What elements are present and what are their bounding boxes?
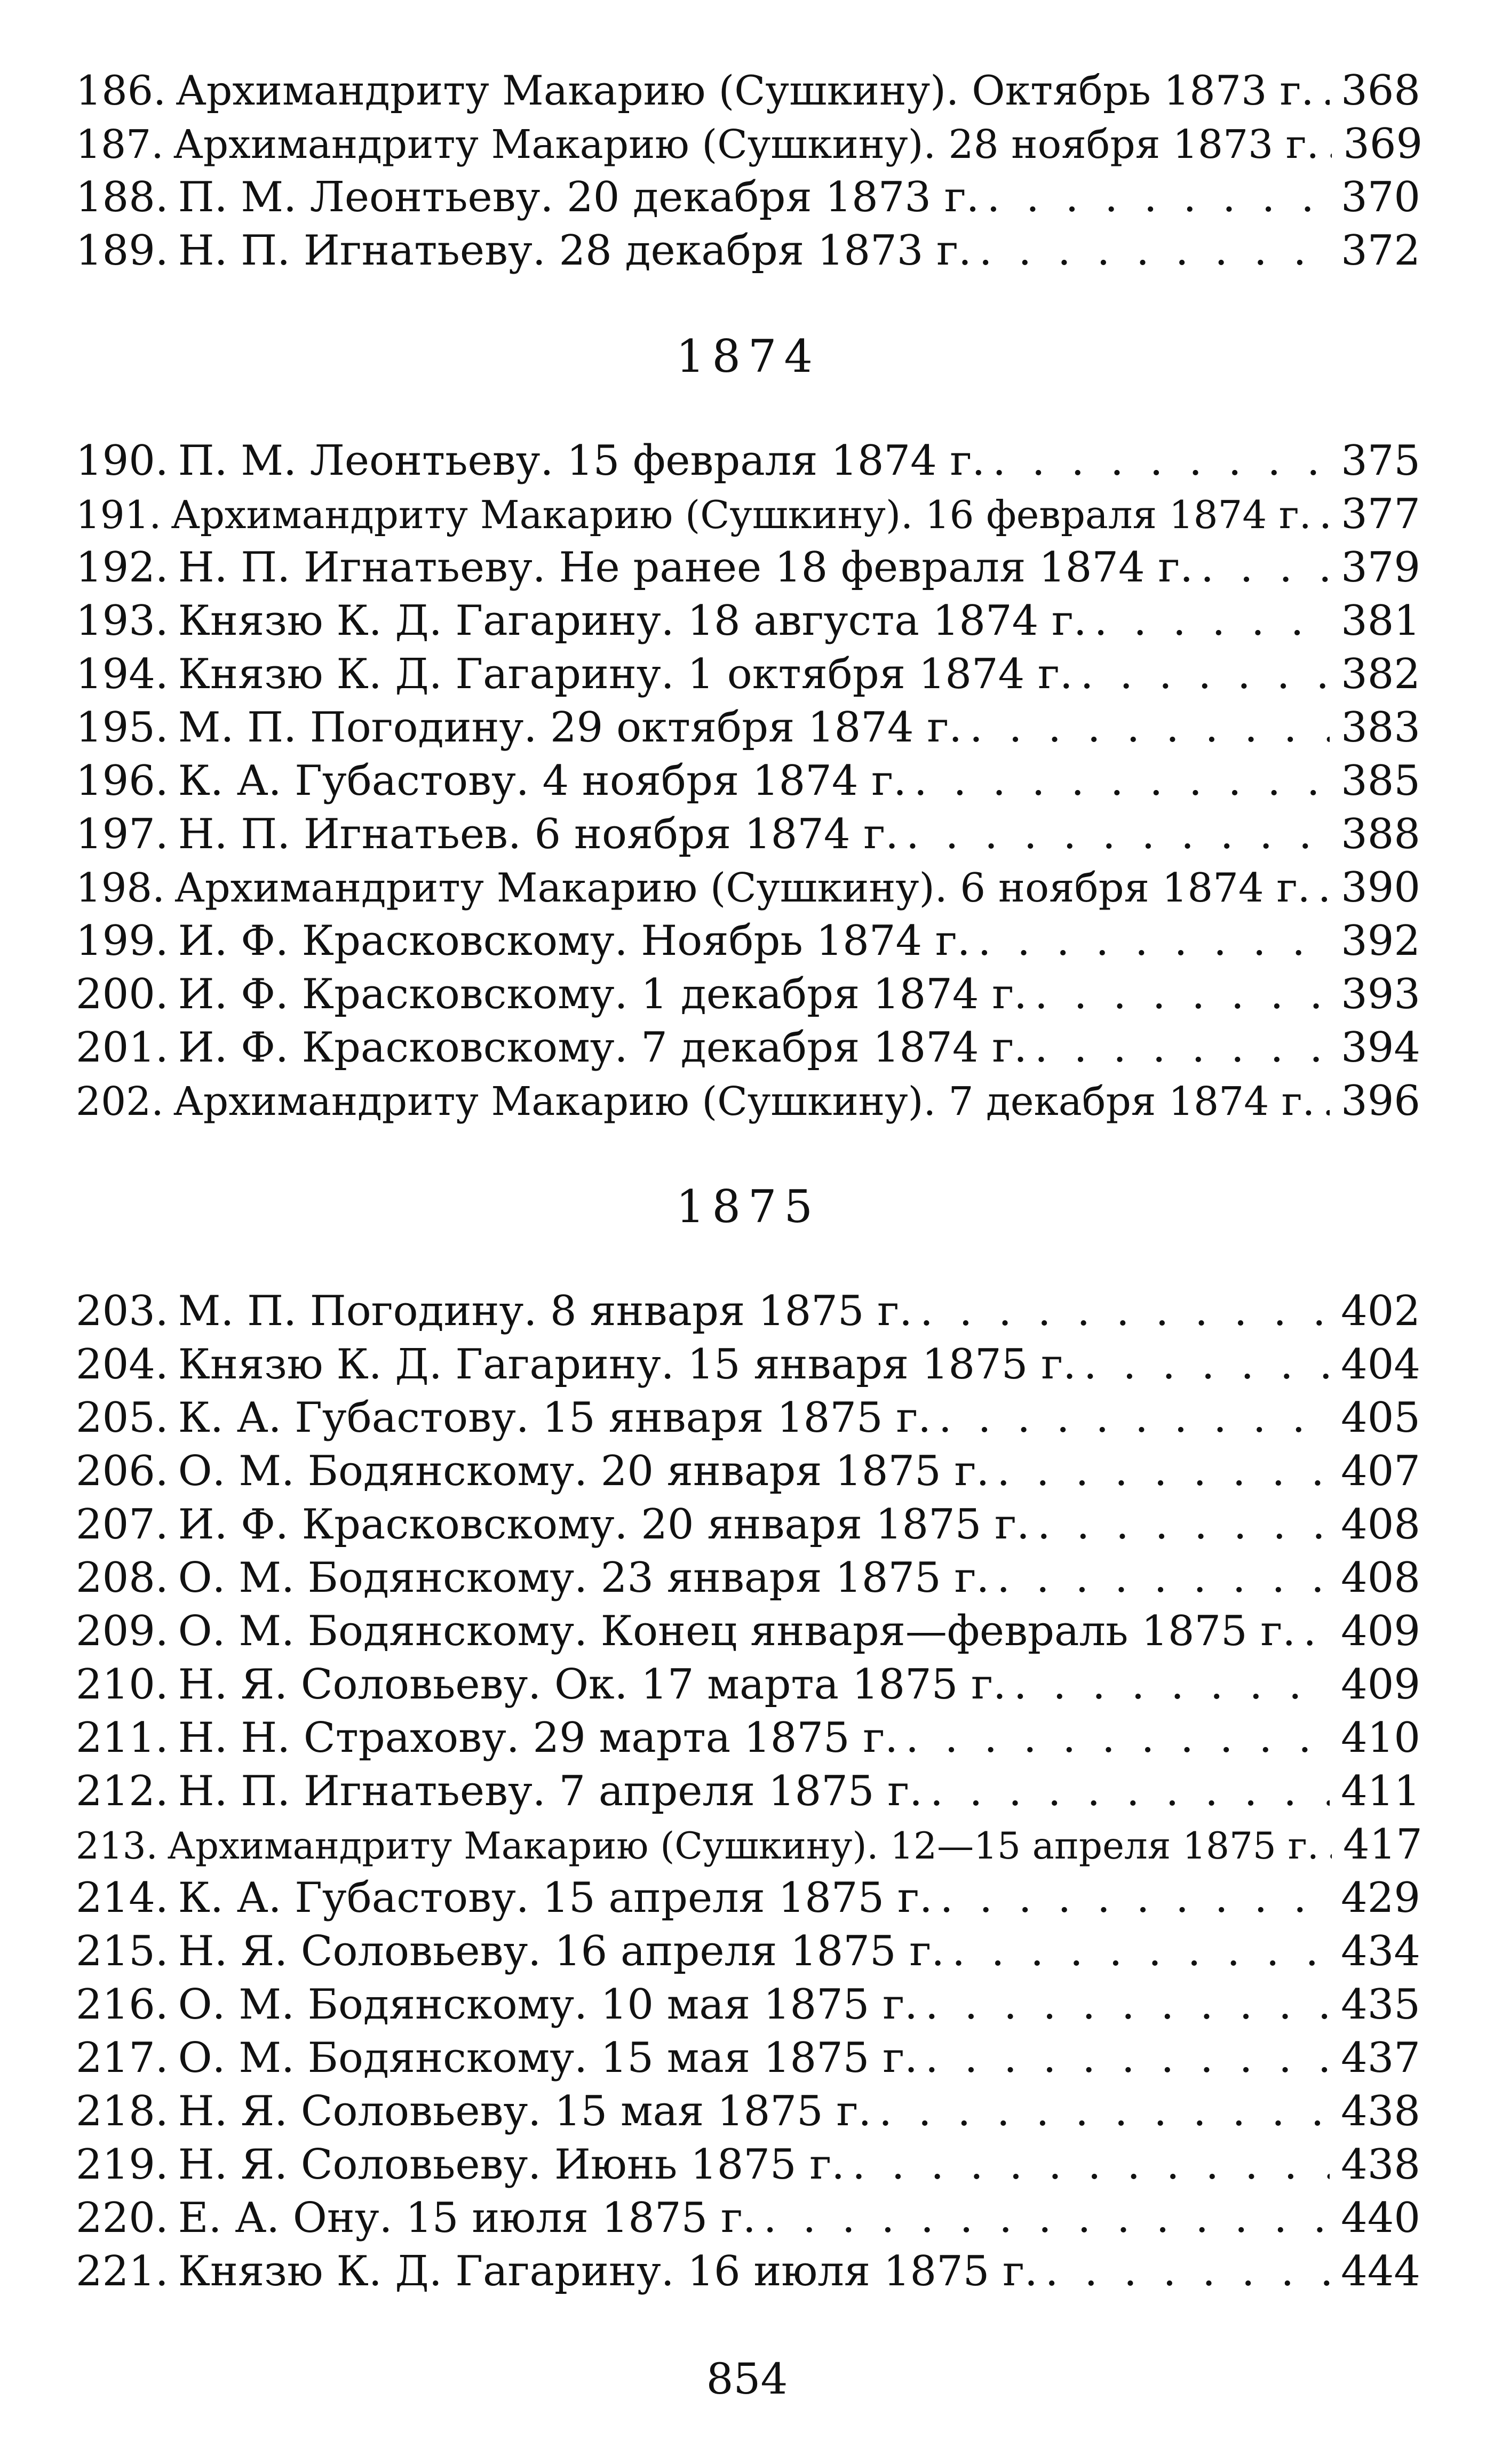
entry-page-number: 383 <box>1341 704 1420 752</box>
entry-text <box>76 1925 944 1978</box>
entry-text <box>76 224 972 277</box>
entry-page-number: 370 <box>1341 173 1420 221</box>
dot-leader <box>845 2138 1330 2191</box>
entry-title: Н. П. Игнатьеву. Не ранее 18 февраля 1874 г. <box>178 544 1194 592</box>
toc-entry <box>76 968 1420 1021</box>
entry-title: Н. Н. Страхову. 29 марта 1875 г. <box>178 1714 899 1762</box>
entry-title: К. А. Губастову. 15 января 1875 г. <box>178 1394 932 1442</box>
entry-title: Н. П. Игнатьеву. 28 декабря 1873 г. <box>178 227 972 275</box>
dot-leader <box>1319 117 1332 171</box>
entry-title: Н. Я. Соловьеву. 15 мая 1875 г. <box>178 2087 872 2135</box>
entry-text <box>76 1391 931 1445</box>
entry-page-number: 437 <box>1341 2034 1420 2082</box>
toc-entry <box>76 648 1420 701</box>
entry-text <box>76 1711 898 1765</box>
dot-leader <box>931 1391 1330 1445</box>
dot-leader <box>1315 1074 1330 1128</box>
year-heading: 1874 <box>676 330 820 382</box>
dot-leader <box>1076 1338 1330 1391</box>
entry-text <box>76 1978 918 2031</box>
entry-page-number: 382 <box>1341 650 1420 698</box>
entry-page-number: 368 <box>1341 67 1420 115</box>
dot-leader <box>989 1551 1330 1605</box>
entry-text <box>76 1338 1076 1391</box>
dot-leader <box>756 2191 1330 2245</box>
entry-text <box>76 2031 918 2085</box>
entry-text <box>76 2138 845 2191</box>
entry-number: 205. <box>76 1394 169 1442</box>
dot-leader <box>1296 1605 1330 1658</box>
entry-number: 219. <box>76 2141 169 2189</box>
toc-entry <box>76 914 1420 968</box>
toc-entry <box>76 488 1420 541</box>
toc-entry <box>76 594 1420 648</box>
entry-title: Н. П. Игнатьеву. 7 апреля 1875 г. <box>178 1767 923 1815</box>
entry-page-number: 407 <box>1341 1447 1420 1495</box>
page-number: 854 <box>706 2354 788 2404</box>
entry-number: 221. <box>76 2247 169 2295</box>
entry-text <box>76 1658 1006 1711</box>
entry-title: Архимандриту Макарию (Сушкину). 28 ноября 1873 г. <box>173 122 1320 168</box>
dot-leader <box>1319 1818 1332 1871</box>
toc-entry <box>76 1765 1420 1818</box>
toc-entry <box>76 541 1420 594</box>
entry-text <box>76 171 979 224</box>
toc-entry <box>76 1978 1420 2031</box>
toc-entry <box>76 171 1420 224</box>
entry-number: 206. <box>76 1447 169 1495</box>
dot-leader <box>918 2031 1330 2085</box>
toc-entry <box>76 2138 1420 2191</box>
toc-entry <box>76 1818 1423 1871</box>
entry-title: Князю К. Д. Гагарину. 1 октября 1874 г. <box>178 650 1073 698</box>
entry-page-number: 394 <box>1341 1024 1420 1072</box>
dot-leader <box>918 1978 1330 2031</box>
toc-entry <box>76 434 1420 488</box>
entry-number: 194. <box>76 650 169 698</box>
entry-page-number: 409 <box>1341 1661 1420 1709</box>
entry-number: 211. <box>76 1714 169 1762</box>
entry-title: М. П. Погодину. 29 октября 1874 г. <box>178 704 962 752</box>
entry-page-number: 405 <box>1341 1394 1420 1442</box>
entry-page-number: 393 <box>1341 970 1420 1018</box>
dot-leader <box>1087 594 1330 648</box>
entry-title: Архимандриту Макарию (Сушкину). 12—15 апреля 1875 г. <box>167 1825 1319 1868</box>
entry-text <box>76 648 1073 701</box>
toc-entry <box>76 1285 1420 1338</box>
toc-entry <box>76 701 1420 754</box>
entry-page-number: 411 <box>1341 1767 1420 1815</box>
entry-number: 214. <box>76 1874 169 1922</box>
entry-number: 198. <box>76 864 165 911</box>
entry-title: Князю К. Д. Гагарину. 16 июля 1875 г. <box>178 2247 1038 2295</box>
entry-number: 210. <box>76 1661 169 1709</box>
entry-number: 188. <box>76 173 169 221</box>
toc-entry <box>76 1871 1420 1925</box>
entry-number: 217. <box>76 2034 169 2082</box>
entry-page-number: 435 <box>1341 1981 1420 2029</box>
dot-leader <box>1030 1498 1330 1551</box>
entry-title: Архимандриту Макарию (Сушкину). 7 декабря 1874 г. <box>173 1079 1315 1125</box>
toc-entry <box>76 2031 1420 2085</box>
entry-number: 200. <box>76 970 169 1018</box>
dot-leader <box>979 171 1330 224</box>
dot-leader <box>1314 64 1330 117</box>
entry-number: 216. <box>76 1981 169 2029</box>
entry-text <box>76 1285 912 1338</box>
dot-leader <box>1312 488 1330 541</box>
entry-text <box>76 594 1087 648</box>
entry-number: 203. <box>76 1287 169 1335</box>
entry-number: 186. <box>76 67 166 114</box>
entry-title: О. М. Бодянскому. 15 мая 1875 г. <box>178 2034 918 2082</box>
entry-text <box>76 1498 1030 1551</box>
entry-title: О. М. Бодянскому. 10 мая 1875 г. <box>178 1981 918 2029</box>
entry-title: П. М. Леонтьеву. 15 февраля 1874 г. <box>178 437 986 485</box>
toc-entry <box>76 1711 1420 1765</box>
entry-text <box>76 1445 989 1498</box>
entry-page-number: 390 <box>1341 864 1420 912</box>
entry-text <box>76 488 1312 541</box>
dot-leader <box>962 701 1330 754</box>
toc-entry <box>76 2085 1420 2138</box>
entry-number: 218. <box>76 2087 169 2135</box>
entry-number: 187. <box>76 122 164 168</box>
entry-text <box>76 1871 933 1925</box>
toc-entry <box>76 224 1420 277</box>
entry-page-number: 402 <box>1341 1287 1420 1335</box>
entry-text <box>76 1551 989 1605</box>
entry-text <box>76 701 962 754</box>
entry-page-number: 438 <box>1341 2141 1420 2189</box>
toc-entry <box>76 1498 1420 1551</box>
entry-number: 207. <box>76 1501 169 1549</box>
entry-text <box>76 2191 756 2245</box>
entry-page-number: 434 <box>1341 1927 1420 1975</box>
entry-page-number: 440 <box>1341 2194 1420 2242</box>
entry-page-number: 396 <box>1341 1077 1420 1125</box>
entry-title: Князю К. Д. Гагарину. 18 августа 1874 г. <box>178 597 1087 645</box>
toc-entry <box>76 1445 1420 1498</box>
entry-number: 202. <box>76 1079 164 1125</box>
entry-number: 215. <box>76 1927 169 1975</box>
entry-text <box>76 434 985 488</box>
entry-number: 193. <box>76 597 169 645</box>
entry-page-number: 372 <box>1341 227 1420 275</box>
entry-title: Н. Я. Соловьеву. Ок. 17 марта 1875 г. <box>178 1661 1006 1709</box>
dot-leader <box>1027 968 1330 1021</box>
entry-title: Князю К. Д. Гагарину. 15 января 1875 г. <box>178 1341 1076 1389</box>
entry-title: О. М. Бодянскому. 20 января 1875 г. <box>178 1447 990 1495</box>
entry-number: 196. <box>76 757 169 805</box>
entry-number: 192. <box>76 544 169 592</box>
entry-title: К. А. Губастову. 15 апреля 1875 г. <box>178 1874 933 1922</box>
year-heading: 1875 <box>676 1181 820 1233</box>
dot-leader <box>923 1765 1330 1818</box>
entry-number: 220. <box>76 2194 169 2242</box>
entry-title: О. М. Бодянскому. 23 января 1875 г. <box>178 1554 990 1602</box>
entry-number: 208. <box>76 1554 169 1602</box>
entry-number: 190. <box>76 437 169 485</box>
dot-leader <box>971 914 1330 968</box>
entry-title: Архимандриту Макарию (Сушкину). 16 февраля 1874 г. <box>171 492 1312 537</box>
entry-page-number: 429 <box>1341 1874 1420 1922</box>
entry-page-number: 377 <box>1341 490 1420 538</box>
entry-number: 212. <box>76 1767 169 1815</box>
dot-leader <box>985 434 1330 488</box>
entry-text <box>76 64 1314 117</box>
entry-text <box>76 968 1027 1021</box>
table-of-contents <box>76 64 1423 2298</box>
toc-entry <box>76 117 1423 171</box>
entry-page-number: 408 <box>1341 1554 1420 1602</box>
dot-leader <box>871 2085 1330 2138</box>
entry-text <box>76 1075 1315 1128</box>
dot-leader <box>898 1711 1330 1765</box>
entry-number: 191. <box>76 492 162 537</box>
entry-page-number: 417 <box>1342 1821 1423 1869</box>
entry-number: 197. <box>76 810 169 858</box>
entry-text <box>76 1605 1296 1658</box>
toc-entry <box>76 1074 1420 1128</box>
entry-text <box>76 1765 923 1818</box>
entry-title: Н. Я. Соловьеву. Июнь 1875 г. <box>178 2141 845 2189</box>
dot-leader <box>944 1925 1330 1978</box>
entry-text <box>76 118 1319 171</box>
entry-title: Е. А. Ону. 15 июля 1875 г. <box>178 2194 756 2242</box>
toc-entry <box>76 1551 1420 1605</box>
entry-title: О. М. Бодянскому. Конец января—февраль 1875 г. <box>178 1607 1296 1655</box>
entry-page-number: 409 <box>1341 1607 1420 1655</box>
entry-page-number: 381 <box>1341 597 1420 645</box>
entry-title: Н. П. Игнатьев. 6 ноября 1874 г. <box>178 810 899 858</box>
entry-page-number: 408 <box>1341 1501 1420 1549</box>
entry-page-number: 369 <box>1343 120 1423 168</box>
toc-entry <box>76 1338 1420 1391</box>
entry-number: 201. <box>76 1024 169 1072</box>
toc-entry <box>76 2245 1420 2298</box>
entry-text <box>76 754 907 808</box>
dot-leader <box>1006 1658 1330 1711</box>
toc-entry <box>76 1605 1420 1658</box>
entry-number: 195. <box>76 704 169 752</box>
entry-page-number: 375 <box>1341 437 1420 485</box>
toc-entry <box>76 2191 1420 2245</box>
dot-leader <box>972 224 1330 277</box>
toc-entry <box>76 808 1420 861</box>
toc-entry <box>76 1391 1420 1445</box>
entry-text <box>76 541 1193 594</box>
dot-leader <box>989 1445 1330 1498</box>
entry-number: 209. <box>76 1607 169 1655</box>
toc-entry <box>76 1658 1420 1711</box>
entry-page-number: 438 <box>1341 2087 1420 2135</box>
entry-title: П. М. Леонтьеву. 20 декабря 1873 г. <box>178 173 980 221</box>
entry-text <box>76 808 899 861</box>
dot-leader <box>1027 1021 1330 1074</box>
dot-leader <box>912 1285 1330 1338</box>
entry-title: Архимандриту Макарию (Сушкину). 6 ноября 1874 г. <box>174 864 1310 911</box>
dot-leader <box>1310 861 1330 914</box>
entry-text <box>76 861 1310 914</box>
entry-title: Архимандриту Макарию (Сушкину). Октябрь 1873 г. <box>176 67 1314 114</box>
dot-leader <box>899 808 1330 861</box>
entry-title: Н. Я. Соловьеву. 16 апреля 1875 г. <box>178 1927 945 1975</box>
entry-title: К. А. Губастову. 4 ноября 1874 г. <box>178 757 907 805</box>
entry-number: 189. <box>76 227 169 275</box>
entry-title: И. Ф. Красковскому. 20 января 1875 г. <box>178 1501 1030 1549</box>
dot-leader <box>1073 648 1330 701</box>
entry-page-number: 404 <box>1341 1341 1420 1389</box>
entry-number: 204. <box>76 1341 169 1389</box>
dot-leader <box>1038 2245 1330 2298</box>
entry-text <box>76 914 971 968</box>
toc-entry <box>76 64 1420 117</box>
entry-number: 199. <box>76 917 169 965</box>
toc-entry <box>76 1925 1420 1978</box>
entry-title: И. Ф. Красковскому. 7 декабря 1874 г. <box>178 1024 1027 1072</box>
entry-page-number: 385 <box>1341 757 1420 805</box>
dot-leader <box>933 1871 1330 1925</box>
toc-entry <box>76 1021 1420 1074</box>
entry-page-number: 444 <box>1341 2247 1420 2295</box>
dot-leader <box>1193 541 1330 594</box>
entry-page-number: 388 <box>1341 810 1420 858</box>
entry-text <box>76 1021 1027 1074</box>
entry-text <box>76 1820 1319 1873</box>
entry-text <box>76 2245 1038 2298</box>
entry-page-number: 392 <box>1341 917 1420 965</box>
entry-title: И. Ф. Красковскому. 1 декабря 1874 г. <box>178 970 1027 1018</box>
entry-text <box>76 2085 871 2138</box>
toc-entry <box>76 861 1420 914</box>
entry-title: И. Ф. Красковскому. Ноябрь 1874 г. <box>178 917 971 965</box>
dot-leader <box>907 754 1330 808</box>
entry-number: 213. <box>76 1825 158 1868</box>
toc-entry <box>76 754 1420 808</box>
entry-title: М. П. Погодину. 8 января 1875 г. <box>178 1287 912 1335</box>
entry-page-number: 379 <box>1341 544 1420 592</box>
entry-page-number: 410 <box>1341 1714 1420 1762</box>
